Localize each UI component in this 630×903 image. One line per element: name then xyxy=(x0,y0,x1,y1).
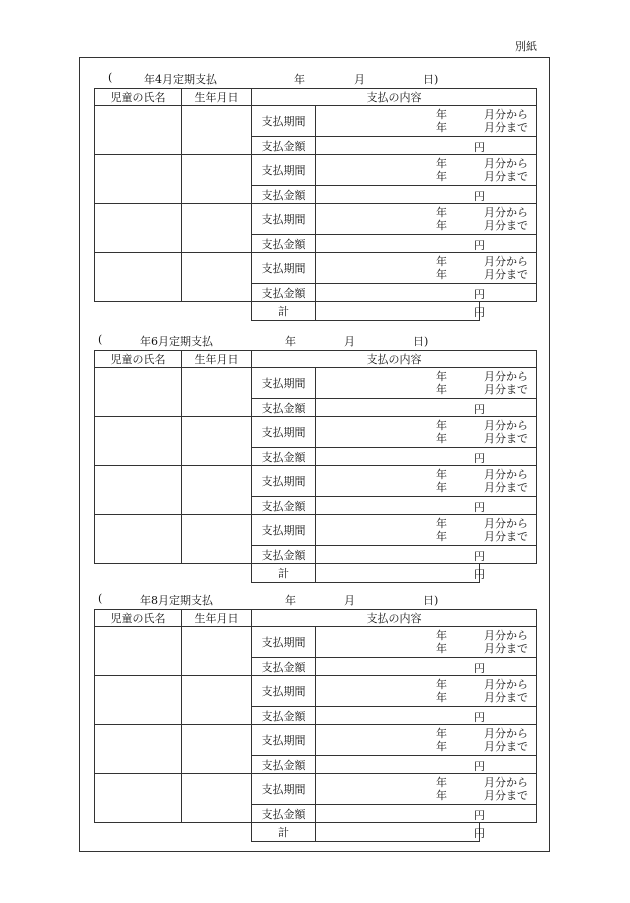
amount-label: 支払金額 xyxy=(252,756,316,774)
period-label: 支払期間 xyxy=(252,106,316,137)
from-year-mark: 年 xyxy=(436,468,447,481)
total-empty xyxy=(480,564,537,583)
to-year-mark: 年 xyxy=(436,530,447,543)
header-title: 年4月定期支払 xyxy=(144,73,217,86)
birthdate-cell[interactable] xyxy=(182,676,252,725)
child-name-cell[interactable] xyxy=(95,417,182,466)
child-name-cell[interactable] xyxy=(95,627,182,676)
amount-value-cell[interactable] xyxy=(316,448,537,466)
col-child-name: 児童の氏名 xyxy=(95,351,182,368)
yen-mark: 円 xyxy=(474,760,485,773)
amount-label: 支払金額 xyxy=(252,284,316,302)
to-year-mark: 年 xyxy=(436,432,447,445)
amount-label: 支払金額 xyxy=(252,805,316,823)
from-month-text: 月分から xyxy=(484,678,528,691)
period-label: 支払期間 xyxy=(252,725,316,756)
period-value-cell[interactable] xyxy=(316,515,537,546)
payment-section xyxy=(94,591,536,842)
from-month-text: 月分から xyxy=(484,629,528,642)
section-header xyxy=(94,70,536,88)
col-payment-content: 支払の内容 xyxy=(252,351,537,368)
from-year-mark: 年 xyxy=(436,419,447,432)
period-label: 支払期間 xyxy=(252,253,316,284)
payment-section xyxy=(94,70,536,321)
to-year-mark: 年 xyxy=(436,383,447,396)
header-open-paren: ( xyxy=(98,333,103,346)
amount-label: 支払金額 xyxy=(252,497,316,515)
yen-mark: 円 xyxy=(474,550,485,563)
period-value-cell[interactable] xyxy=(316,627,537,658)
birthdate-cell[interactable] xyxy=(182,106,252,155)
header-title: 年8月定期支払 xyxy=(140,594,213,607)
birthdate-cell[interactable] xyxy=(182,515,252,564)
amount-label: 支払金額 xyxy=(252,235,316,253)
to-month-text: 月分まで xyxy=(484,530,528,543)
amount-value-cell[interactable] xyxy=(316,805,537,823)
child-name-cell[interactable] xyxy=(95,515,182,564)
period-label: 支払期間 xyxy=(252,515,316,546)
amount-value-cell[interactable] xyxy=(316,235,537,253)
payment-table xyxy=(94,88,537,321)
amount-value-cell[interactable] xyxy=(316,137,537,155)
section-header xyxy=(94,591,536,609)
total-yen-mark: 円 xyxy=(474,306,485,319)
child-name-cell[interactable] xyxy=(95,253,182,302)
to-year-mark: 年 xyxy=(436,121,447,134)
amount-label: 支払金額 xyxy=(252,137,316,155)
amount-value-cell[interactable] xyxy=(316,497,537,515)
period-value-cell[interactable] xyxy=(316,368,537,399)
doc-label: 別紙 xyxy=(515,40,537,53)
period-value-cell[interactable] xyxy=(316,466,537,497)
to-year-mark: 年 xyxy=(436,481,447,494)
to-month-text: 月分まで xyxy=(484,383,528,396)
period-value-cell[interactable] xyxy=(316,417,537,448)
from-year-mark: 年 xyxy=(436,370,447,383)
amount-value-cell[interactable] xyxy=(316,284,537,302)
from-month-text: 月分から xyxy=(484,468,528,481)
period-label: 支払期間 xyxy=(252,466,316,497)
birthdate-cell[interactable] xyxy=(182,466,252,515)
period-label: 支払期間 xyxy=(252,774,316,805)
from-year-mark: 年 xyxy=(436,517,447,530)
from-month-text: 月分から xyxy=(484,255,528,268)
total-value-cell[interactable] xyxy=(316,302,485,321)
amount-value-cell[interactable] xyxy=(316,756,537,774)
child-name-cell[interactable] xyxy=(95,155,182,204)
child-name-cell[interactable] xyxy=(95,204,182,253)
to-year-mark: 年 xyxy=(436,642,447,655)
total-yen-mark: 円 xyxy=(474,827,485,840)
header-day: 日) xyxy=(413,335,429,348)
payment-section xyxy=(94,332,536,583)
from-year-mark: 年 xyxy=(436,206,447,219)
birthdate-cell[interactable] xyxy=(182,368,252,417)
to-month-text: 月分まで xyxy=(484,789,528,802)
birthdate-cell[interactable] xyxy=(182,204,252,253)
yen-mark: 円 xyxy=(474,190,485,203)
from-year-mark: 年 xyxy=(436,727,447,740)
amount-value-cell[interactable] xyxy=(316,546,537,564)
header-month: 月 xyxy=(344,335,355,348)
to-month-text: 月分まで xyxy=(484,219,528,232)
payment-table xyxy=(94,350,537,583)
col-payment-content: 支払の内容 xyxy=(252,610,537,627)
child-name-cell[interactable] xyxy=(95,774,182,823)
child-name-cell[interactable] xyxy=(95,725,182,774)
yen-mark: 円 xyxy=(474,501,485,514)
total-value-cell[interactable] xyxy=(316,823,485,842)
total-label: 計 xyxy=(252,564,316,583)
total-yen-mark: 円 xyxy=(474,568,485,581)
to-year-mark: 年 xyxy=(436,789,447,802)
to-year-mark: 年 xyxy=(436,268,447,281)
period-label: 支払期間 xyxy=(252,204,316,235)
to-month-text: 月分まで xyxy=(484,432,528,445)
child-name-cell[interactable] xyxy=(95,676,182,725)
header-year: 年 xyxy=(294,73,305,86)
period-value-cell[interactable] xyxy=(316,106,537,137)
payment-table xyxy=(94,609,537,842)
child-name-cell[interactable] xyxy=(95,106,182,155)
birthdate-cell[interactable] xyxy=(182,417,252,466)
total-value-cell[interactable] xyxy=(316,564,485,583)
amount-value-cell[interactable] xyxy=(316,399,537,417)
from-month-text: 月分から xyxy=(484,370,528,383)
to-month-text: 月分まで xyxy=(484,268,528,281)
col-birthdate: 生年月日 xyxy=(182,351,252,368)
from-year-mark: 年 xyxy=(436,776,447,789)
header-day: 日) xyxy=(423,73,439,86)
yen-mark: 円 xyxy=(474,711,485,724)
amount-value-cell[interactable] xyxy=(316,658,537,676)
amount-label: 支払金額 xyxy=(252,658,316,676)
to-year-mark: 年 xyxy=(436,170,447,183)
from-month-text: 月分から xyxy=(484,517,528,530)
yen-mark: 円 xyxy=(474,809,485,822)
child-name-cell[interactable] xyxy=(95,466,182,515)
header-month: 月 xyxy=(354,73,365,86)
amount-label: 支払金額 xyxy=(252,546,316,564)
yen-mark: 円 xyxy=(474,141,485,154)
to-year-mark: 年 xyxy=(436,740,447,753)
total-spacer xyxy=(95,823,252,842)
yen-mark: 円 xyxy=(474,403,485,416)
period-value-cell[interactable] xyxy=(316,774,537,805)
amount-label: 支払金額 xyxy=(252,399,316,417)
header-day: 日) xyxy=(423,594,439,607)
from-month-text: 月分から xyxy=(484,157,528,170)
from-month-text: 月分から xyxy=(484,776,528,789)
amount-label: 支払金額 xyxy=(252,448,316,466)
amount-value-cell[interactable] xyxy=(316,707,537,725)
from-month-text: 月分から xyxy=(484,206,528,219)
to-month-text: 月分まで xyxy=(484,642,528,655)
col-child-name: 児童の氏名 xyxy=(95,89,182,106)
period-value-cell[interactable] xyxy=(316,155,537,186)
period-label: 支払期間 xyxy=(252,676,316,707)
yen-mark: 円 xyxy=(474,239,485,252)
total-spacer xyxy=(95,302,252,321)
period-label: 支払期間 xyxy=(252,368,316,399)
total-empty xyxy=(480,302,537,321)
to-month-text: 月分まで xyxy=(484,740,528,753)
from-year-mark: 年 xyxy=(436,255,447,268)
header-open-paren: ( xyxy=(108,71,113,84)
birthdate-cell[interactable] xyxy=(182,725,252,774)
amount-label: 支払金額 xyxy=(252,707,316,725)
birthdate-cell[interactable] xyxy=(182,774,252,823)
period-label: 支払期間 xyxy=(252,417,316,448)
from-month-text: 月分から xyxy=(484,419,528,432)
section-header xyxy=(94,332,536,350)
yen-mark: 円 xyxy=(474,288,485,301)
to-month-text: 月分まで xyxy=(484,121,528,134)
from-month-text: 月分から xyxy=(484,108,528,121)
total-spacer xyxy=(95,564,252,583)
total-empty xyxy=(480,823,537,842)
header-title: 年6月定期支払 xyxy=(140,335,213,348)
to-year-mark: 年 xyxy=(436,691,447,704)
period-value-cell[interactable] xyxy=(316,676,537,707)
period-value-cell[interactable] xyxy=(316,204,537,235)
to-year-mark: 年 xyxy=(436,219,447,232)
amount-value-cell[interactable] xyxy=(316,186,537,204)
from-year-mark: 年 xyxy=(436,678,447,691)
period-label: 支払期間 xyxy=(252,155,316,186)
period-value-cell[interactable] xyxy=(316,725,537,756)
from-year-mark: 年 xyxy=(436,157,447,170)
from-month-text: 月分から xyxy=(484,727,528,740)
yen-mark: 円 xyxy=(474,662,485,675)
from-year-mark: 年 xyxy=(436,108,447,121)
header-year: 年 xyxy=(285,335,296,348)
col-birthdate: 生年月日 xyxy=(182,610,252,627)
yen-mark: 円 xyxy=(474,452,485,465)
to-month-text: 月分まで xyxy=(484,170,528,183)
birthdate-cell[interactable] xyxy=(182,155,252,204)
amount-label: 支払金額 xyxy=(252,186,316,204)
to-month-text: 月分まで xyxy=(484,481,528,494)
header-year: 年 xyxy=(285,594,296,607)
col-child-name: 児童の氏名 xyxy=(95,610,182,627)
from-year-mark: 年 xyxy=(436,629,447,642)
child-name-cell[interactable] xyxy=(95,368,182,417)
birthdate-cell[interactable] xyxy=(182,253,252,302)
header-open-paren: ( xyxy=(98,592,103,605)
period-label: 支払期間 xyxy=(252,627,316,658)
header-month: 月 xyxy=(344,594,355,607)
period-value-cell[interactable] xyxy=(316,253,537,284)
total-label: 計 xyxy=(252,823,316,842)
to-month-text: 月分まで xyxy=(484,691,528,704)
birthdate-cell[interactable] xyxy=(182,627,252,676)
col-payment-content: 支払の内容 xyxy=(252,89,537,106)
total-label: 計 xyxy=(252,302,316,321)
col-birthdate: 生年月日 xyxy=(182,89,252,106)
